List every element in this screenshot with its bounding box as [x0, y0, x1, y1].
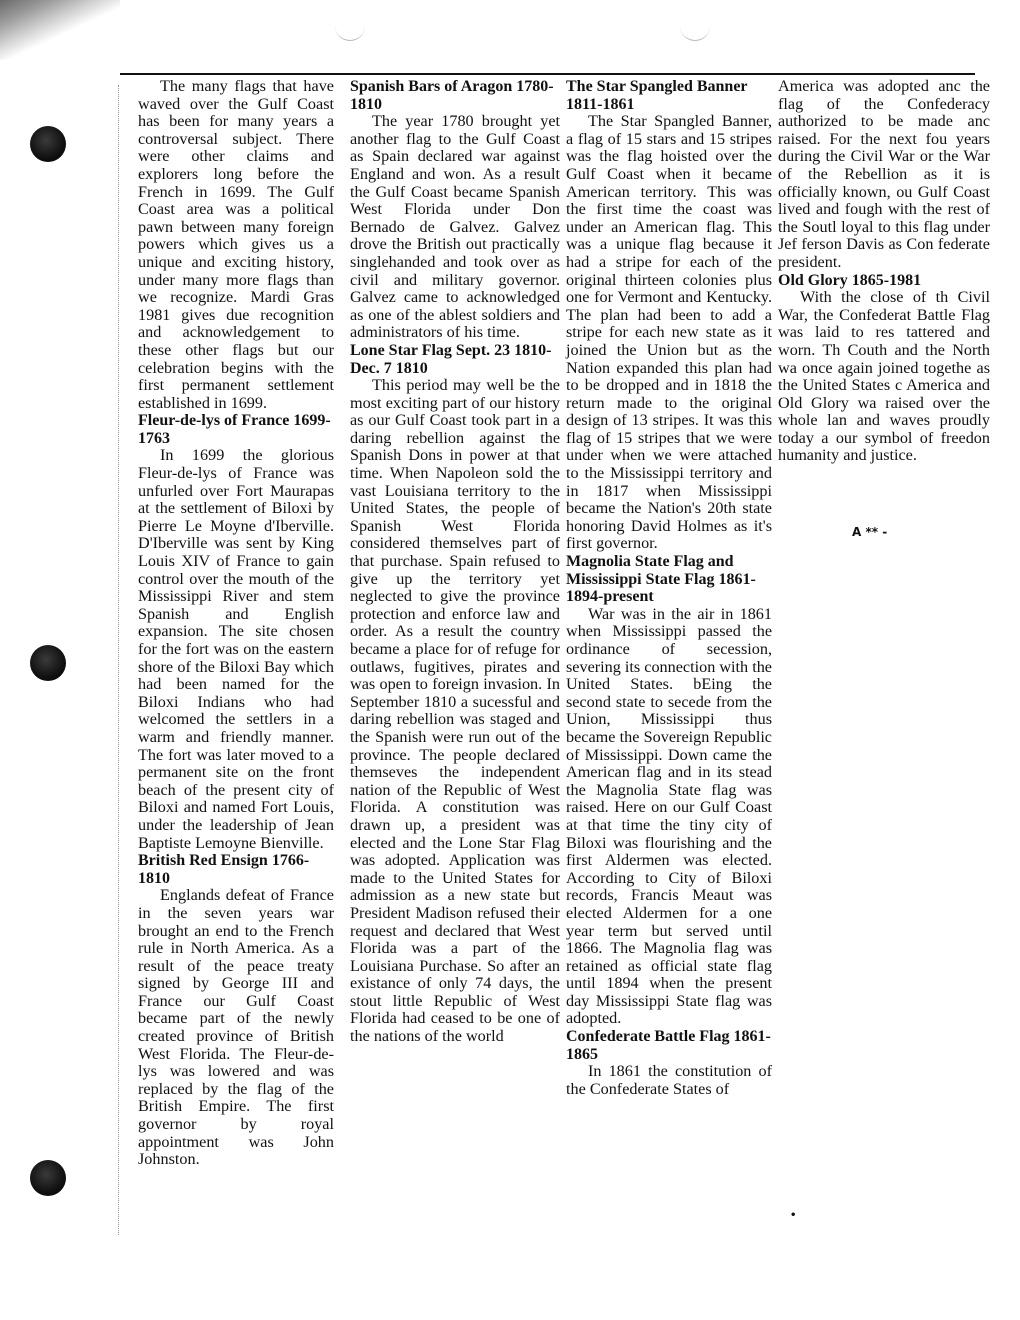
section-heading: Old Glory 1865-1981	[778, 271, 922, 289]
page-corner-fold	[0, 0, 120, 60]
scan-smudge	[335, 22, 365, 41]
article-column-1	[138, 78, 334, 1169]
section-heading: Spanish Bars of Aragon 1780-1810	[350, 78, 554, 113]
margin-marks	[118, 85, 127, 1235]
article-column-4	[778, 78, 990, 465]
article-column-2	[350, 78, 560, 1046]
punch-hole	[30, 645, 66, 681]
top-rule	[120, 73, 975, 75]
body-paragraph: In 1699 the glorious Fleur-de-lys of France was unfurled over Fort Maurapas at the settlement of Biloxi by Pierre Le Moyne d'Iberville. D'Iberville was sent by King Louis XIV of France to gain control over the mouth of the Mississippi River and stem Spanish and English expansion. The site chosen for the fort was on the eastern shore of the Biloxi Bay which had been named for the Biloxi Indians who had welcomed the settlers in a warm and friendly manner. The fort was later moved to a permanent site on the front beach of the present city of Biloxi and named Fort Louis, under the leadership of Jean Baptiste Lemoyne Bienville.	[138, 446, 334, 852]
body-paragraph: The Star Spangled Banner, a flag of 15 stars and 15 stripes was the flag hoisted over the Gulf Coast when it became American territory. This was the first time the coast was under an American flag. This was a unique flag because it had a stripe for each of the original thirteen colonies plus one for Vermont and Kentucky. The plan had been to add a stripe for each new state as it joined the Union but as the Nation expanded this plan had to be dropped and in 1818 the return made to the original design of 13 stripes. It was this flag of 15 stripes that we were under when we were attached to the Mississippi territory and in 1817 when Mississippi became the Nation's 20th state honoring David Holmes as it's first governor.	[566, 112, 772, 553]
body-paragraph: The many flags that have waved over the Gulf Coast has been for many years a controversal subject. There were other claims and explorers long before the French in 1699. The Gulf Coast area was a political pawn between many foreign powers which gives us a unique and exciting history, under many more flags than we recognize. Mardi Gras 1981 gives due recognition and acknowledgement to these other flags but our celebration begins with the first permanent settlement established in 1699.	[138, 77, 334, 412]
body-paragraph: The year 1780 brought yet another flag to the Gulf Coast as Spain declared war against England and won. As a result the Gulf Coast became Spanish West Florida under Don Bernado de Galvez. Galvez drove the British out practically singlehanded and took over as civil and military governor. Galvez came to acknowledged as one of the ablest soldiers and administrators of his time.	[350, 112, 560, 342]
section-heading: British Red Ensign 1766-1810	[138, 852, 310, 887]
body-paragraph: Englands defeat of France in the seven years war brought an end to the French rule in North America. As a result of the peace treaty signed by George III and France our Gulf Coast became part of the newly created province of British West Florida. The Fleur-de-lys was lowered and was replaced by the flag of the British Empire. The first governor by royal appointment was John Johnston.	[138, 886, 334, 1169]
article-column-3	[566, 78, 772, 1098]
body-paragraph: War was in the air in 1861 when Mississippi passed the ordinance of secession, severing its connection with the United States. bEing the second state to secede from the Union, Mississippi thus became the Sovereign Republic of Mississippi. Down came the American flag and in its stead the Magnolia State flag was raised. Here on our Gulf Coast at that time the tiny city of Biloxi was flourishing and the first Aldermen was elected. According to City of Biloxi records, Francis Meaut was elected Aldermen for a one year term but served until 1866. The Magnolia flag was retained as official state flag until 1894 when the present day Mississippi State flag was adopted.	[566, 604, 772, 1028]
bullet-mark: •	[790, 1210, 797, 1221]
body-paragraph: With the close of th Civil War, the Confederat Battle Flag was laid to res tattered and worn. Th Couth and the North wa once again joined togethe as the United States c America and Old Glory wa raised over the whole lan and waves proudly today a our symbol of freedon humanity and justice.	[778, 288, 990, 465]
end-mark: A ** -	[852, 525, 888, 539]
body-paragraph: America was adopted anc the flag of the Confederacy authorized to be made anc raised. For the next fou years during the Civil War or the War of the Rebellion as it is officially known, ou Gulf Coast lived and fough with the rest of the Soutl loyal to this flag under Jef ferson Davis as Con federate president.	[778, 78, 990, 271]
section-heading: Magnolia State Flag and Mississippi State Flag 1861-1894-present	[566, 553, 756, 606]
body-paragraph: In 1861 the constitution of the Confederate States of	[566, 1062, 772, 1098]
section-heading: Fleur-de-lys of France 1699-1763	[138, 412, 331, 447]
section-heading: The Star Spangled Banner 1811-1861	[566, 78, 748, 113]
section-heading: Confederate Battle Flag 1861-1865	[566, 1028, 771, 1063]
scan-smudge	[680, 22, 710, 41]
section-heading: Lone Star Flag Sept. 23 1810-Dec. 7 1810	[350, 341, 552, 377]
punch-hole	[30, 126, 66, 162]
punch-hole	[30, 1160, 66, 1196]
body-paragraph: This period may well be the most exciting part of our history as our Gulf Coast took part in a daring rebellion against the Spanish Dons in power at that time. When Napoleon sold the vast Louisiana territory to the United States, the people of Spanish West Florida considered themselves part of that purchase. Spain refused to give up the territory yet neglected to give the province protection and enforce law and order. As a result the country became a place for of refuge for outlaws, fugitives, pirates and was open to foreign invasion. In September 1810 a sucessful and daring rebellion was staged and the Spanish were run out of the province. The people declared themseves the independent nation of the Republic of West Florida. A constitution was drawn up, a president was elected and the Lone Star Flag was adopted. Application was made to the United States for admission as a new state but President Madison refused their request and declared that West Florida was a part of the Louisiana Purchase. So after an existance of only 74 days, the stout little Republic of West Florida had ceased to be one of the nations of the world	[350, 376, 560, 1046]
